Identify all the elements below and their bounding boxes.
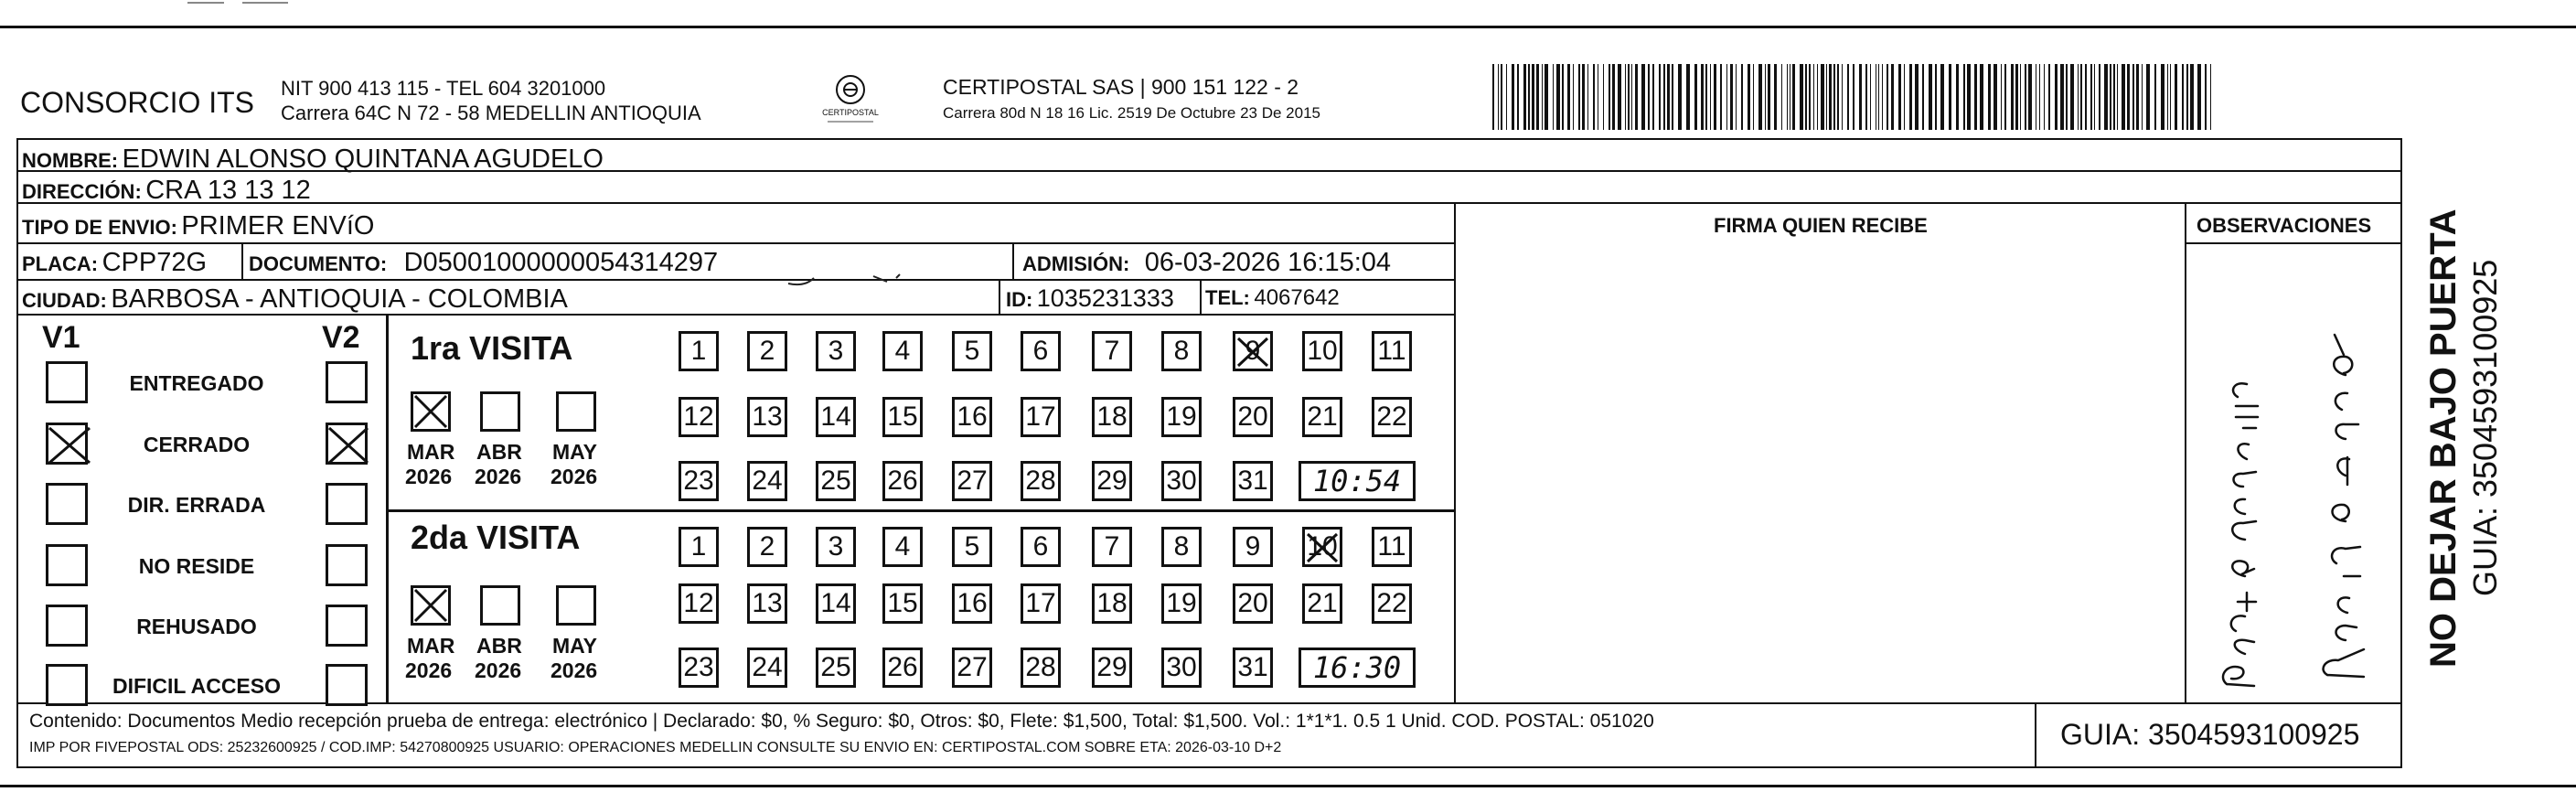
day-box[interactable]: 1	[679, 527, 719, 567]
day-box[interactable]: 5	[952, 331, 992, 371]
day-box[interactable]: 12	[679, 397, 719, 437]
scan-mark	[187, 2, 224, 4]
grid-line	[999, 279, 1000, 314]
grid-line	[16, 702, 2402, 704]
day-box[interactable]: 29	[1092, 461, 1132, 501]
company-name: CONSORCIO ITS	[20, 86, 255, 119]
status-label: DIFICIL ACCESO	[112, 674, 281, 698]
year-label: 2026	[550, 465, 598, 488]
admission-label: ADMISIÓN:	[1022, 252, 1130, 275]
day-box[interactable]: 27	[952, 648, 992, 688]
day-box[interactable]: 30	[1161, 461, 1202, 501]
day-box[interactable]: 23	[679, 461, 719, 501]
firma-label: FIRMA QUIEN RECIBE	[1714, 214, 1928, 237]
month-label: ABR	[476, 440, 522, 464]
month-label: MAR	[407, 634, 455, 658]
visit2-title: 2da VISITA	[411, 519, 581, 556]
status-v1-checkbox[interactable]	[46, 361, 88, 403]
grid-line	[16, 138, 2402, 140]
day-box[interactable]: 14	[816, 397, 856, 437]
status-v2-checkbox[interactable]	[326, 544, 368, 586]
month-checkbox[interactable]	[556, 585, 596, 626]
id-label: ID:	[1006, 288, 1033, 311]
grid-line	[2185, 202, 2186, 702]
day-box[interactable]: 10	[1302, 331, 1342, 371]
day-box[interactable]: 5	[952, 527, 992, 567]
city-row	[22, 286, 568, 313]
day-box[interactable]: 10	[1302, 527, 1342, 567]
id-row	[1006, 286, 1174, 311]
bottom-border	[0, 785, 2576, 787]
status-label: CERRADO	[143, 433, 251, 456]
day-box[interactable]: 12	[679, 583, 719, 624]
document-row	[249, 250, 718, 276]
grid-line	[386, 314, 389, 702]
day-box[interactable]: 18	[1092, 583, 1132, 624]
name-label: NOMBRE:	[22, 149, 119, 172]
day-box[interactable]: 19	[1161, 583, 1202, 624]
company-nit: NIT 900 413 115 - TEL 604 3201000	[281, 77, 606, 100]
day-box[interactable]: 20	[1233, 583, 1273, 624]
plate-label: PLACA:	[22, 252, 99, 275]
grid-line	[2185, 242, 2402, 244]
check-x-mark	[413, 588, 448, 623]
year-label: 2026	[405, 658, 453, 682]
month-checkbox[interactable]	[480, 391, 520, 432]
day-box[interactable]: 30	[1161, 648, 1202, 688]
month-checkbox[interactable]	[480, 585, 520, 626]
certipostal-address: Carrera 80d N 18 16 Lic. 2519 De Octubre 23 De 2015	[943, 104, 1320, 122]
day-box[interactable]: 29	[1092, 648, 1132, 688]
recipient-address: CRA 13 13 12	[145, 176, 311, 205]
admission-row	[1022, 250, 1391, 276]
time-box[interactable]: 10:54	[1299, 461, 1416, 501]
plate-row	[22, 250, 207, 276]
pen-stray-mark	[786, 269, 914, 295]
status-v1-checkbox[interactable]	[46, 664, 88, 706]
day-box[interactable]: 15	[882, 583, 923, 624]
day-box[interactable]: 25	[816, 648, 856, 688]
grid-line	[16, 202, 2402, 204]
day-box[interactable]: 18	[1092, 397, 1132, 437]
grid-line	[2400, 138, 2402, 768]
day-box[interactable]: 28	[1021, 461, 1061, 501]
day-box[interactable]: 2	[747, 527, 787, 567]
day-box[interactable]: 17	[1021, 397, 1061, 437]
grid-line	[16, 138, 18, 768]
address-label: DIRECCIÓN:	[22, 180, 142, 203]
year-label: 2026	[475, 658, 522, 682]
grid-line	[16, 279, 1456, 281]
day-box[interactable]: 15	[882, 397, 923, 437]
day-box[interactable]: 8	[1161, 331, 1202, 371]
month-label: MAY	[552, 440, 597, 464]
day-box[interactable]: 19	[1161, 397, 1202, 437]
day-box[interactable]: 1	[679, 331, 719, 371]
day-box[interactable]: 13	[747, 397, 787, 437]
check-x-mark	[1236, 337, 1269, 368]
v1-label: V1	[42, 320, 80, 355]
check-x-mark	[1306, 532, 1339, 563]
side-guia: GUIA: 3504593100925	[2466, 259, 2504, 596]
status-v1-checkbox[interactable]	[46, 544, 88, 586]
year-label: 2026	[550, 658, 598, 682]
day-box[interactable]: 26	[882, 461, 923, 501]
check-x-mark	[48, 426, 91, 465]
certipostal-logo	[818, 70, 882, 126]
grid-line	[1200, 279, 1202, 314]
certipostal-title: CERTIPOSTAL SAS | 900 151 122 - 2	[943, 75, 1299, 99]
svg-text:CERTIPOSTAL: CERTIPOSTAL	[822, 108, 879, 117]
day-box[interactable]: 24	[747, 461, 787, 501]
document-value: D05001000000054314297	[403, 248, 719, 277]
day-box[interactable]: 13	[747, 583, 787, 624]
address-row	[22, 177, 311, 204]
grid-line	[16, 242, 1456, 244]
observaciones-handwriting	[2190, 247, 2399, 699]
status-v2-checkbox[interactable]	[326, 605, 368, 647]
day-box[interactable]: 31	[1233, 648, 1273, 688]
top-border	[0, 26, 2576, 28]
day-box[interactable]: 6	[1021, 527, 1061, 567]
scan-mark	[242, 2, 288, 4]
day-box[interactable]: 3	[816, 331, 856, 371]
day-box[interactable]: 25	[816, 461, 856, 501]
time-box[interactable]: 16:30	[1299, 648, 1416, 688]
tel-value: 4067642	[1254, 285, 1340, 310]
day-box[interactable]: 14	[816, 583, 856, 624]
day-box[interactable]: 16	[952, 397, 992, 437]
day-box[interactable]: 3	[816, 527, 856, 567]
day-box[interactable]: 27	[952, 461, 992, 501]
tel-row	[1205, 287, 1340, 309]
month-label: MAY	[552, 634, 597, 658]
day-box[interactable]: 31	[1233, 461, 1273, 501]
grid-line	[1454, 202, 1456, 702]
plate-value: CPP72G	[102, 248, 208, 277]
month-checkbox[interactable]	[556, 391, 596, 432]
day-box[interactable]: 11	[1372, 331, 1412, 371]
status-v1-checkbox[interactable]	[46, 483, 88, 525]
grid-line	[241, 244, 243, 279]
footer-guia: GUIA: 3504593100925	[2060, 718, 2360, 751]
footer-content: Contenido: Documentos Medio recepción prueba de entrega: electrónico | Declarado: $0, % Seguro: $0, Otros: $0, Flete: $1,500, Total: $1,500. Vol.: 1*1*1. 0.5 1 Unid. COD. POSTAL: 051020	[29, 711, 1654, 732]
day-box[interactable]: 26	[882, 648, 923, 688]
v2-label: V2	[322, 320, 360, 355]
day-box[interactable]: 21	[1302, 583, 1342, 624]
shipment-type: PRIMER ENVíO	[181, 211, 375, 241]
day-box[interactable]: 11	[1372, 527, 1412, 567]
type-row	[22, 213, 374, 240]
visit1-title: 1ra VISITA	[411, 329, 573, 367]
status-label: ENTREGADO	[129, 371, 264, 395]
status-label: REHUSADO	[136, 615, 257, 638]
status-label: DIR. ERRADA	[127, 493, 266, 517]
name-row	[22, 146, 604, 173]
day-box[interactable]: 16	[952, 583, 992, 624]
month-label: MAR	[407, 440, 455, 464]
day-box[interactable]: 6	[1021, 331, 1061, 371]
grid-line	[2035, 702, 2036, 766]
check-x-mark	[327, 426, 369, 465]
status-v1-checkbox[interactable]	[46, 605, 88, 647]
day-box[interactable]: 21	[1302, 397, 1342, 437]
day-box[interactable]: 8	[1161, 527, 1202, 567]
company-address: Carrera 64C N 72 - 58 MEDELLIN ANTIOQUIA	[281, 102, 701, 124]
status-v2-checkbox[interactable]	[326, 483, 368, 525]
grid-line	[16, 766, 2402, 768]
day-box[interactable]: 4	[882, 331, 923, 371]
day-box[interactable]: 20	[1233, 397, 1273, 437]
grid-line	[1012, 244, 1014, 279]
day-box[interactable]: 22	[1372, 397, 1412, 437]
year-label: 2026	[405, 465, 453, 488]
grid-line	[388, 509, 1456, 512]
day-box[interactable]: 9	[1233, 331, 1273, 371]
recipient-name: EDWIN ALONSO QUINTANA AGUDELO	[122, 144, 604, 174]
day-box[interactable]: 7	[1092, 527, 1132, 567]
grid-line	[16, 314, 1456, 316]
document-label: DOCUMENTO:	[249, 252, 388, 275]
footer-imp: IMP POR FIVEPOSTAL ODS: 25232600925 / COD.IMP: 54270800925 USUARIO: OPERACIONES MEDELLIN CONSULTE SU ENVIO EN: CERTIPOSTAL.COM SOBRE ETA: 2026-03-10 D+2	[29, 740, 1282, 755]
day-box[interactable]: 23	[679, 648, 719, 688]
day-box[interactable]: 9	[1233, 527, 1273, 567]
admission-value: 06-03-2026 16:15:04	[1144, 248, 1392, 277]
city-value: BARBOSA - ANTIOQUIA - COLOMBIA	[111, 284, 568, 314]
day-box[interactable]: 2	[747, 331, 787, 371]
observaciones-label: OBSERVACIONES	[2197, 214, 2372, 237]
status-v2-checkbox[interactable]	[326, 664, 368, 706]
tel-label: TEL:	[1205, 286, 1250, 309]
id-value: 1035231333	[1036, 284, 1174, 312]
year-label: 2026	[475, 465, 522, 488]
status-label: NO RESIDE	[138, 554, 255, 578]
barcode	[1492, 64, 2222, 130]
side-warning: NO DEJAR BAJO PUERTA	[2423, 209, 2464, 668]
day-box[interactable]: 28	[1021, 648, 1061, 688]
city-label: CIUDAD:	[22, 289, 107, 312]
type-label: TIPO DE ENVIO:	[22, 216, 177, 239]
month-label: ABR	[476, 634, 522, 658]
check-x-mark	[413, 394, 448, 429]
status-v2-checkbox[interactable]	[326, 361, 368, 403]
day-box[interactable]: 7	[1092, 331, 1132, 371]
day-box[interactable]: 4	[882, 527, 923, 567]
day-box[interactable]: 22	[1372, 583, 1412, 624]
day-box[interactable]: 17	[1021, 583, 1061, 624]
day-box[interactable]: 24	[747, 648, 787, 688]
